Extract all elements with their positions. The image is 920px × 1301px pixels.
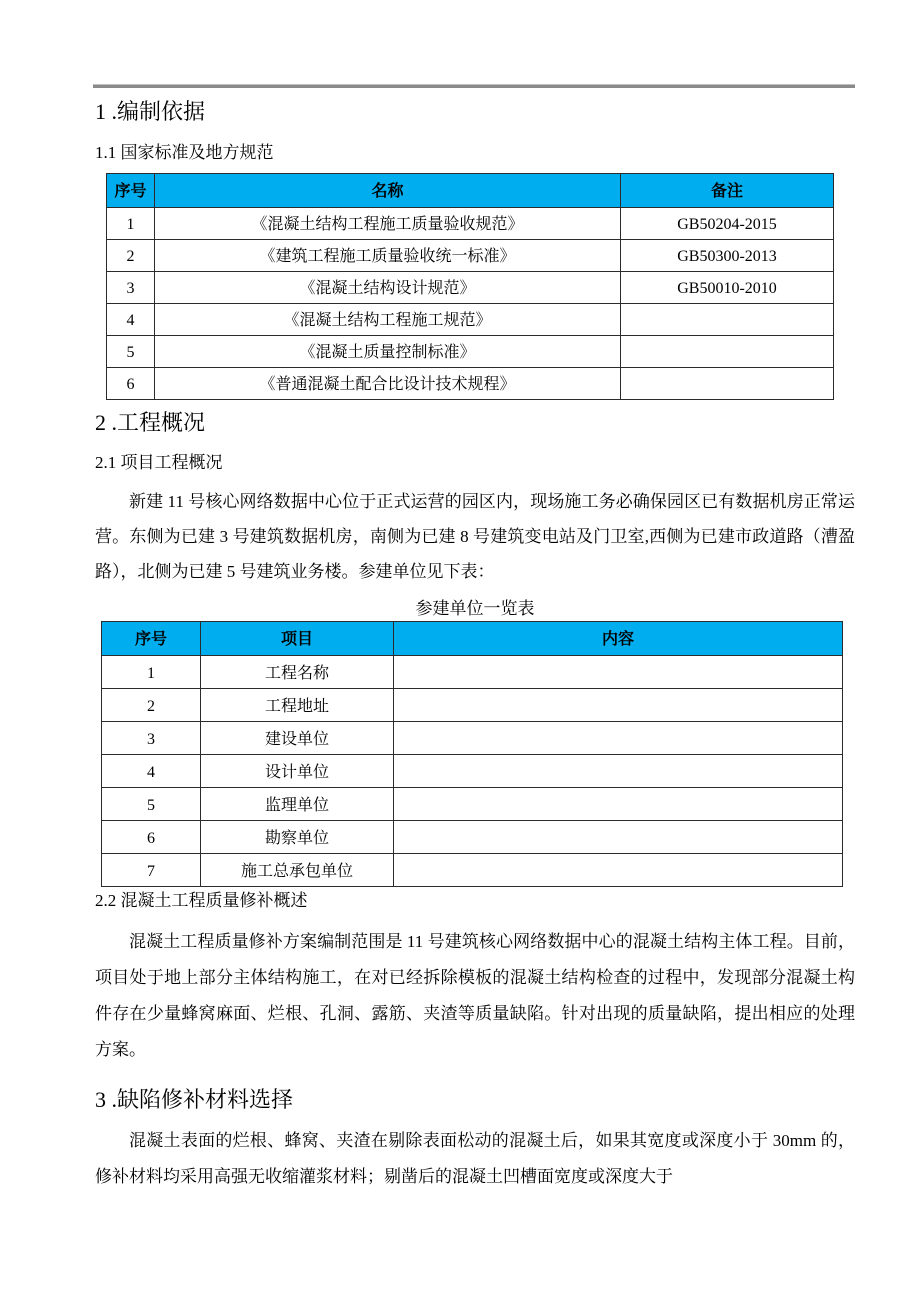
cell-seq: 3 — [107, 272, 155, 304]
table-row — [107, 304, 834, 336]
col-header-note: 备注 — [621, 174, 834, 208]
cell-seq: 6 — [107, 368, 155, 400]
col-header-content: 内容 — [394, 622, 843, 656]
heading-1: 1 .编制依据 — [95, 99, 206, 124]
paragraph-project-overview: 新建 11 号核心网络数据中心位于正式运营的园区内，现场施工务必确保园区已有数据机房正常运营。东侧为已建 3 号建筑数据机房，南侧为已建 8 号建筑变电站及门卫室,西侧为已建市政道路（漕盈路），北侧为已建 5 号建筑业务楼。参建单位见下表： — [95, 492, 855, 581]
heading-3: 3 .缺陷修补材料选择 — [95, 1087, 294, 1112]
cell-item: 施工总承包单位 — [201, 854, 394, 887]
cell-item: 工程地址 — [201, 689, 394, 722]
table-row — [107, 368, 834, 400]
table-header-row — [102, 622, 843, 656]
cell-item: 建设单位 — [201, 722, 394, 755]
paragraph-repair-overview: 混凝土工程质量修补方案编制范围是 11 号建筑核心网络数据中心的混凝土结构主体工程。目前，项目处于地上部分主体结构施工，在对已经拆除模板的混凝土结构检查的过程中，发现部分混凝土构件存在少量蜂窝麻面、烂根、孔洞、露筋、夹渣等质量缺陷。针对出现的质量缺陷，提出相应的处理方案。 — [95, 932, 855, 1059]
table-header-row — [107, 174, 834, 208]
cell-item: 设计单位 — [201, 755, 394, 788]
cell-seq: 5 — [102, 788, 201, 821]
header-rule — [93, 84, 855, 88]
cell-seq: 3 — [102, 722, 201, 755]
cell-note — [621, 368, 834, 400]
cell-content — [394, 722, 843, 755]
table-row — [102, 755, 843, 788]
cell-seq: 4 — [107, 304, 155, 336]
cell-content — [394, 656, 843, 689]
cell-name: 《混凝土质量控制标准》 — [155, 336, 621, 368]
cell-content — [394, 821, 843, 854]
cell-content — [394, 854, 843, 887]
cell-name: 《混凝土结构工程施工质量验收规范》 — [155, 208, 621, 240]
table-row — [107, 208, 834, 240]
cell-content — [394, 755, 843, 788]
col-header-seq: 序号 — [107, 174, 155, 208]
cell-seq: 7 — [102, 854, 201, 887]
table-row — [102, 689, 843, 722]
cell-item: 勘察单位 — [201, 821, 394, 854]
cell-seq: 4 — [102, 755, 201, 788]
col-header-item: 项目 — [201, 622, 394, 656]
cell-item: 监理单位 — [201, 788, 394, 821]
cell-name: 《混凝土结构工程施工规范》 — [155, 304, 621, 336]
cell-note: GB50300-2013 — [621, 240, 834, 272]
col-header-seq: 序号 — [102, 622, 201, 656]
heading-2-2: 2.2 混凝土工程质量修补概述 — [95, 891, 308, 910]
cell-seq: 2 — [107, 240, 155, 272]
table-row — [102, 821, 843, 854]
table-row — [107, 272, 834, 304]
participants-table-title: 参建单位一览表 — [415, 599, 535, 618]
cell-note: GB50010-2010 — [621, 272, 834, 304]
heading-2: 2 .工程概况 — [95, 410, 206, 435]
cell-seq: 5 — [107, 336, 155, 368]
participants-table — [101, 621, 843, 887]
cell-seq: 2 — [102, 689, 201, 722]
heading-1-1: 1.1 国家标准及地方规范 — [95, 143, 274, 162]
table-row — [102, 788, 843, 821]
cell-seq: 1 — [107, 208, 155, 240]
table-row — [102, 722, 843, 755]
table-row — [102, 656, 843, 689]
col-header-name: 名称 — [155, 174, 621, 208]
cell-name: 《建筑工程施工质量验收统一标准》 — [155, 240, 621, 272]
paragraph-material-selection: 混凝土表面的烂根、蜂窝、夹渣在剔除表面松动的混凝土后，如果其宽度或深度小于 30mm 的，修补材料均采用高强无收缩灌浆材料；剔凿后的混凝土凹槽面宽度或深度大于 — [95, 1131, 855, 1186]
cell-name: 《混凝土结构设计规范》 — [155, 272, 621, 304]
table-row — [102, 854, 843, 887]
cell-note — [621, 336, 834, 368]
table-row — [107, 240, 834, 272]
cell-note: GB50204-2015 — [621, 208, 834, 240]
cell-seq: 6 — [102, 821, 201, 854]
cell-item: 工程名称 — [201, 656, 394, 689]
cell-content — [394, 788, 843, 821]
cell-seq: 1 — [102, 656, 201, 689]
cell-name: 《普通混凝土配合比设计技术规程》 — [155, 368, 621, 400]
heading-2-1: 2.1 项目工程概况 — [95, 453, 223, 472]
table-row — [107, 336, 834, 368]
cell-content — [394, 689, 843, 722]
cell-note — [621, 304, 834, 336]
standards-table — [106, 173, 834, 400]
